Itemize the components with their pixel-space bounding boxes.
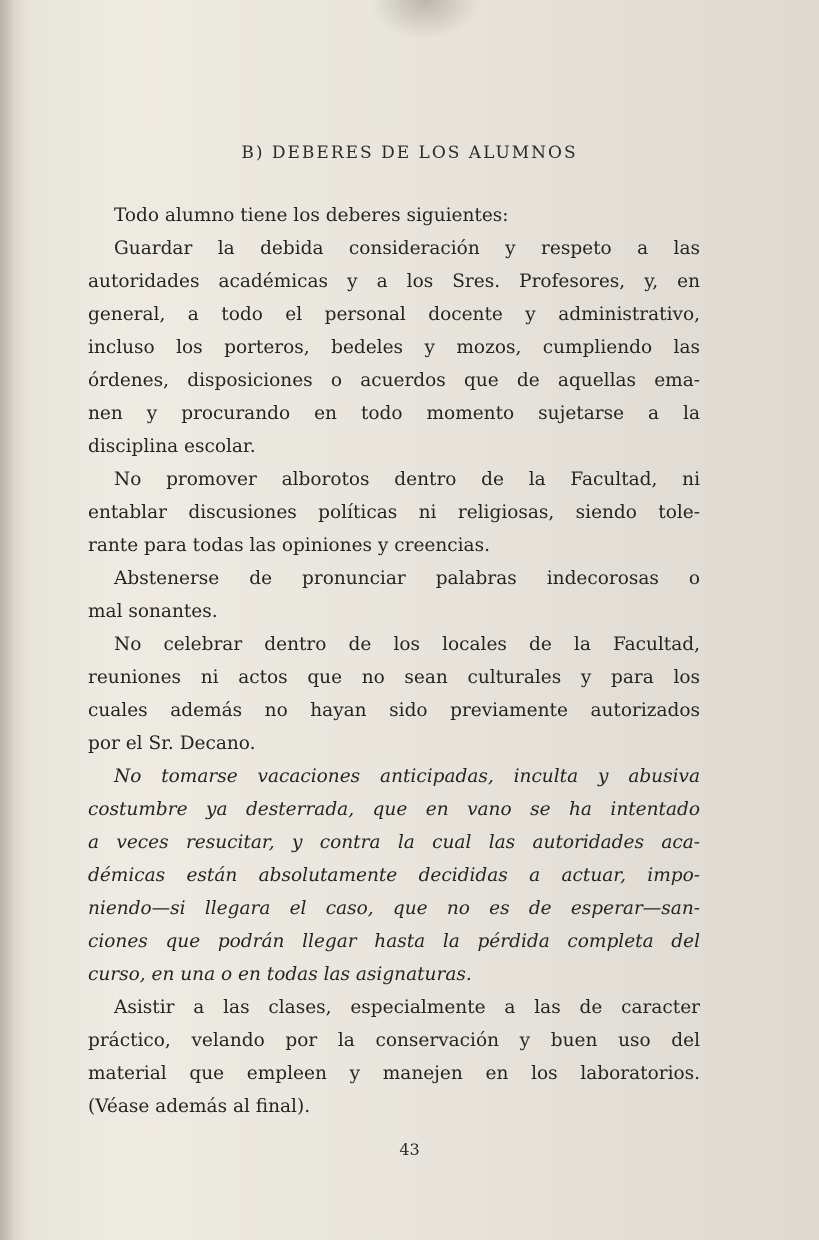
text-line: práctico, velando por la conservación y buen uso del: [88, 1030, 700, 1051]
text-line: cuales además no hayan sido previamente autorizados: [88, 700, 700, 721]
text-line: No tomarse vacaciones anticipadas, inculta y abusiva: [114, 766, 700, 787]
text-line: No promover alborotos dentro de la Facultad, ni: [114, 469, 700, 490]
text-line: mal sonantes.: [88, 601, 218, 622]
text-line: por el Sr. Decano.: [88, 733, 256, 754]
text-line: (Véase además al final).: [88, 1096, 311, 1117]
text-line: autoridades académicas y a los Sres. Profesores, y, en: [88, 271, 700, 292]
text-line: démicas están absolutamente decididas a actuar, impo-: [88, 865, 700, 886]
text-line: Todo alumno tiene los deberes siguientes:: [114, 205, 509, 226]
text-line: Asistir a las clases, especialmente a las de caracter: [114, 997, 700, 1018]
text-line: incluso los porteros, bedeles y mozos, cumpliendo las: [88, 337, 700, 358]
text-line: nen y procurando en todo momento sujetarse a la: [88, 403, 700, 424]
text-line: curso, en una o en todas las asignaturas.: [88, 964, 472, 985]
text-line: órdenes, disposiciones o acuerdos que de aquellas ema-: [88, 370, 700, 391]
text-line: costumbre ya desterrada, que en vano se ha intentado: [88, 799, 700, 820]
page-number: 43: [399, 1140, 420, 1159]
text-line: Guardar la debida consideración y respeto a las: [114, 238, 700, 259]
text-line: ciones que podrán llegar hasta la pérdida completa del: [88, 931, 700, 952]
section-heading: B) DEBERES DE LOS ALUMNOS: [241, 143, 578, 163]
text-line: disciplina escolar.: [88, 436, 256, 457]
text-line: reuniones ni actos que no sean culturales y para los: [88, 667, 700, 688]
text-line: entablar discusiones políticas ni religiosas, siendo tole-: [88, 502, 700, 523]
text-line: Abstenerse de pronunciar palabras indecorosas o: [114, 568, 700, 589]
text-line: general, a todo el personal docente y administrativo,: [88, 304, 700, 325]
text-line: rante para todas las opiniones y creencias.: [88, 535, 490, 556]
text-line: niendo—si llegara el caso, que no es de esperar—san-: [88, 898, 700, 919]
text-line: material que empleen y manejen en los laboratorios.: [88, 1063, 700, 1084]
text-line: a veces resucitar, y contra la cual las autoridades aca-: [88, 832, 700, 853]
text-line: No celebrar dentro de los locales de la Facultad,: [114, 634, 700, 655]
